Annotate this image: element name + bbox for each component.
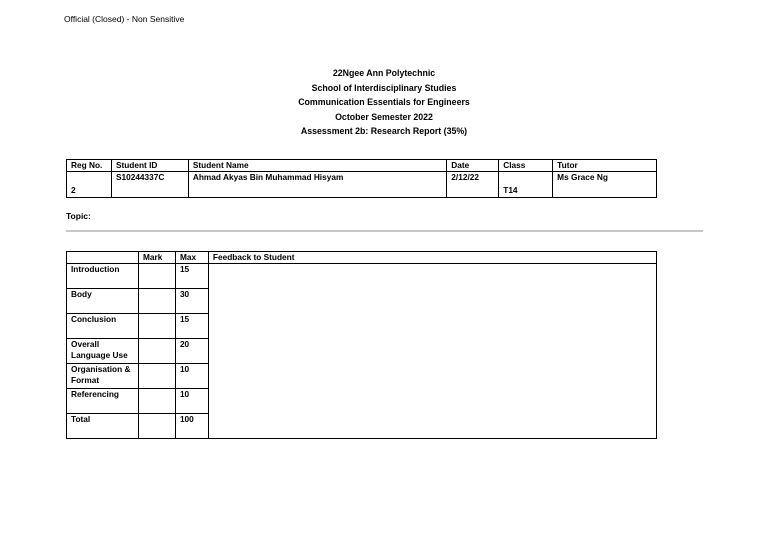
date-cell: 2/12/22 — [447, 172, 499, 198]
school-name: School of Interdisciplinary Studies — [311, 82, 457, 93]
student-name-cell: Ahmad Akyas Bin Muhammad Hisyam — [188, 172, 446, 198]
table-row — [67, 264, 657, 289]
topic-divider — [66, 230, 703, 232]
student-name-header: Student Name — [188, 160, 446, 172]
criterion-cell: Introduction — [67, 264, 139, 289]
max-cell: 20 — [175, 339, 208, 364]
student-table-header-row — [67, 160, 657, 172]
mark-cell[interactable] — [138, 289, 175, 314]
feedback-header: Feedback to Student — [208, 252, 656, 264]
max-cell: 100 — [175, 414, 208, 439]
document-header — [0, 66, 768, 139]
max-cell: 15 — [175, 314, 208, 339]
mark-cell[interactable] — [138, 314, 175, 339]
criterion-cell: Total — [67, 414, 139, 439]
criterion-cell: Referencing — [67, 389, 139, 414]
tutor-header: Tutor — [553, 160, 657, 172]
date-header: Date — [447, 160, 499, 172]
student-table-row — [67, 172, 657, 198]
max-cell: 10 — [175, 389, 208, 414]
criterion-cell: Conclusion — [67, 314, 139, 339]
max-cell: 15 — [175, 264, 208, 289]
max-header: Max — [175, 252, 208, 264]
marks-table-header-row — [67, 252, 657, 264]
mark-cell[interactable] — [138, 364, 175, 389]
class-cell: T14 — [499, 172, 553, 198]
institution-name: 22Ngee Ann Polytechnic — [332, 68, 436, 78]
class-header: Class — [499, 160, 553, 172]
feedback-cell[interactable] — [208, 264, 656, 439]
criterion-cell: Body — [67, 289, 139, 314]
student-info-table — [66, 159, 657, 198]
tutor-cell: Ms Grace Ng — [553, 172, 657, 198]
max-cell: 30 — [175, 289, 208, 314]
semester: October Semester 2022 — [335, 111, 433, 122]
mark-cell[interactable] — [138, 264, 175, 289]
reg-no-header: Reg No. — [67, 160, 112, 172]
mark-cell[interactable] — [138, 389, 175, 414]
criterion-cell: Overall Language Use — [67, 339, 139, 364]
student-id-cell: S10244337C — [111, 172, 188, 198]
criterion-header — [67, 252, 139, 264]
mark-cell[interactable] — [138, 414, 175, 439]
max-cell: 10 — [175, 364, 208, 389]
topic-label: Topic: — [66, 211, 91, 221]
criterion-cell: Organisation & Format — [67, 364, 139, 389]
marks-table — [66, 251, 657, 439]
reg-no-cell: 2 — [67, 172, 112, 198]
mark-header: Mark — [138, 252, 175, 264]
classification-label: Official (Closed) - Non Sensitive — [64, 14, 185, 24]
module-name: Communication Essentials for Engineers — [298, 97, 470, 108]
mark-cell[interactable] — [138, 339, 175, 364]
assessment-title: Assessment 2b: Research Report (35%) — [300, 126, 468, 137]
student-id-header: Student ID — [111, 160, 188, 172]
